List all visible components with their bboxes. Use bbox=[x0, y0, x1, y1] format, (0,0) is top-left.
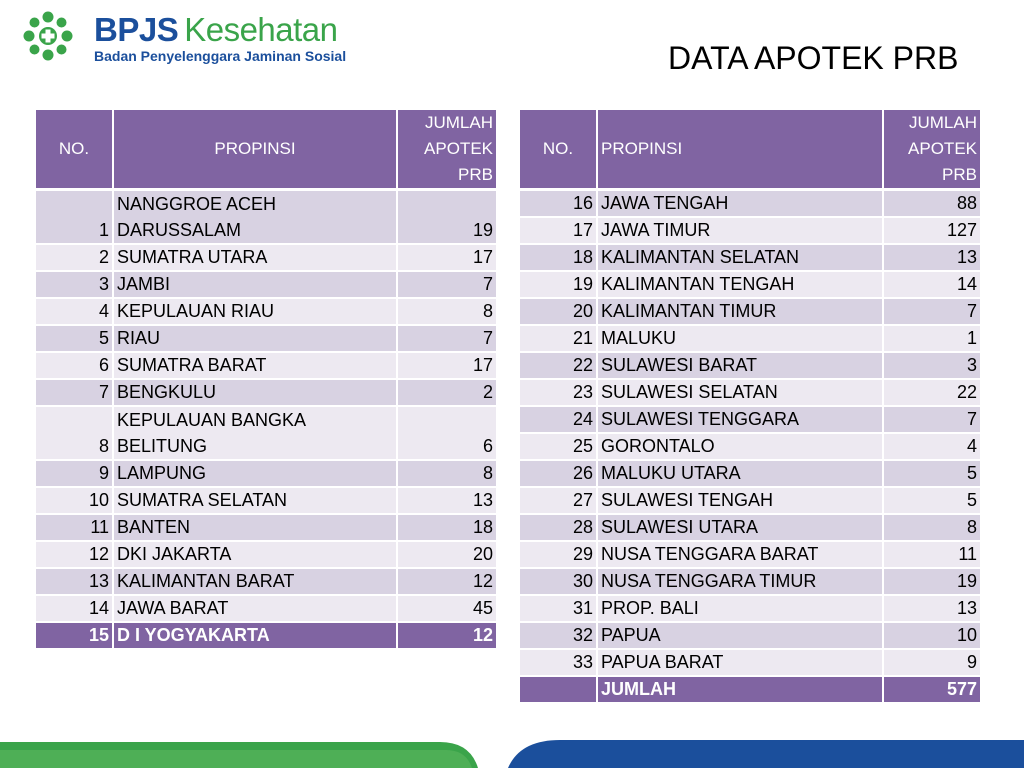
header-no: NO. bbox=[520, 110, 597, 190]
row-no: 8 bbox=[36, 406, 113, 460]
row-propinsi: BANTEN bbox=[113, 514, 397, 541]
row-no: 19 bbox=[520, 271, 597, 298]
row-propinsi: KALIMANTAN TENGAH bbox=[597, 271, 883, 298]
row-propinsi: MALUKU bbox=[597, 325, 883, 352]
row-no: 17 bbox=[520, 217, 597, 244]
brand-name-bpjs: BPJS bbox=[94, 11, 179, 48]
row-no: 15 bbox=[36, 622, 113, 648]
table-row bbox=[520, 541, 981, 568]
header-propinsi: PROPINSI bbox=[113, 110, 397, 190]
table-row bbox=[36, 325, 497, 352]
row-propinsi: JAWA TIMUR bbox=[597, 217, 883, 244]
row-jumlah: 7 bbox=[397, 325, 497, 352]
brand-name-kesehatan: Kesehatan bbox=[184, 11, 338, 48]
row-no: 4 bbox=[36, 298, 113, 325]
total-no bbox=[520, 676, 597, 702]
row-no: 2 bbox=[36, 244, 113, 271]
table-row bbox=[36, 271, 497, 298]
row-propinsi: SULAWESI TENGGARA bbox=[597, 406, 883, 433]
row-jumlah: 20 bbox=[397, 541, 497, 568]
table-row bbox=[520, 244, 981, 271]
table-row bbox=[520, 622, 981, 649]
row-jumlah: 18 bbox=[397, 514, 497, 541]
row-propinsi: LAMPUNG bbox=[113, 460, 397, 487]
header-jumlah bbox=[397, 110, 497, 190]
row-propinsi: KEPULAUAN BANGKA BELITUNG bbox=[113, 406, 397, 460]
row-jumlah: 7 bbox=[397, 271, 497, 298]
row-propinsi: SULAWESI TENGAH bbox=[597, 487, 883, 514]
row-propinsi: SUMATRA SELATAN bbox=[113, 487, 397, 514]
row-jumlah: 10 bbox=[883, 622, 981, 649]
brand-subtitle: Badan Penyelenggara Jaminan Sosial bbox=[94, 48, 347, 64]
row-no: 7 bbox=[36, 379, 113, 406]
row-jumlah: 11 bbox=[883, 541, 981, 568]
row-no: 22 bbox=[520, 352, 597, 379]
row-jumlah: 19 bbox=[397, 190, 497, 245]
row-jumlah: 17 bbox=[397, 244, 497, 271]
row-no: 18 bbox=[520, 244, 597, 271]
right-data-table bbox=[520, 110, 982, 702]
row-propinsi: NUSA TENGGARA BARAT bbox=[597, 541, 883, 568]
header-no: NO. bbox=[36, 110, 113, 190]
row-jumlah: 19 bbox=[883, 568, 981, 595]
row-propinsi: D I YOGYAKARTA bbox=[113, 622, 397, 648]
row-no: 11 bbox=[36, 514, 113, 541]
row-no: 23 bbox=[520, 379, 597, 406]
row-no: 12 bbox=[36, 541, 113, 568]
table-header-row bbox=[36, 110, 497, 190]
header-jumlah bbox=[883, 110, 981, 190]
table-row bbox=[36, 298, 497, 325]
row-propinsi: NANGGROE ACEH DARUSSALAM bbox=[113, 190, 397, 245]
table-row bbox=[520, 595, 981, 622]
row-no: 28 bbox=[520, 514, 597, 541]
table-row bbox=[36, 541, 497, 568]
row-propinsi: JAWA TENGAH bbox=[597, 190, 883, 218]
row-jumlah: 13 bbox=[397, 487, 497, 514]
row-jumlah: 5 bbox=[883, 460, 981, 487]
row-no: 29 bbox=[520, 541, 597, 568]
row-no: 1 bbox=[36, 190, 113, 245]
row-jumlah: 6 bbox=[397, 406, 497, 460]
table-row bbox=[36, 379, 497, 406]
brand-title bbox=[94, 12, 338, 48]
row-jumlah: 2 bbox=[397, 379, 497, 406]
row-propinsi: PROP. BALI bbox=[597, 595, 883, 622]
table-row bbox=[520, 514, 981, 541]
row-jumlah: 12 bbox=[397, 622, 497, 648]
table-row bbox=[520, 487, 981, 514]
row-propinsi: KALIMANTAN SELATAN bbox=[597, 244, 883, 271]
row-jumlah: 13 bbox=[883, 244, 981, 271]
row-no: 24 bbox=[520, 406, 597, 433]
row-no: 5 bbox=[36, 325, 113, 352]
header-jumlah-line2: APOTEK bbox=[908, 139, 977, 158]
table-row bbox=[36, 244, 497, 271]
row-jumlah: 3 bbox=[883, 352, 981, 379]
row-jumlah: 8 bbox=[883, 514, 981, 541]
row-no: 33 bbox=[520, 649, 597, 676]
table-row bbox=[36, 352, 497, 379]
row-jumlah: 9 bbox=[883, 649, 981, 676]
table-row bbox=[520, 325, 981, 352]
row-jumlah: 13 bbox=[883, 595, 981, 622]
row-propinsi: RIAU bbox=[113, 325, 397, 352]
table-row bbox=[36, 460, 497, 487]
table-row bbox=[36, 406, 497, 460]
row-jumlah: 8 bbox=[397, 460, 497, 487]
row-propinsi: KEPULAUAN RIAU bbox=[113, 298, 397, 325]
table-row bbox=[36, 514, 497, 541]
row-propinsi: NUSA TENGGARA TIMUR bbox=[597, 568, 883, 595]
bpjs-logo bbox=[22, 10, 347, 70]
table-row bbox=[36, 568, 497, 595]
row-propinsi: DKI JAKARTA bbox=[113, 541, 397, 568]
header-jumlah-line3: PRB bbox=[942, 165, 977, 184]
row-propinsi: PAPUA BARAT bbox=[597, 649, 883, 676]
row-no: 20 bbox=[520, 298, 597, 325]
row-jumlah: 8 bbox=[397, 298, 497, 325]
table-row bbox=[520, 379, 981, 406]
row-propinsi: SUMATRA BARAT bbox=[113, 352, 397, 379]
row-jumlah: 1 bbox=[883, 325, 981, 352]
row-jumlah: 17 bbox=[397, 352, 497, 379]
table-row bbox=[520, 352, 981, 379]
row-no: 25 bbox=[520, 433, 597, 460]
header-jumlah-line2: APOTEK bbox=[424, 139, 493, 158]
table-row bbox=[520, 433, 981, 460]
table-row bbox=[520, 406, 981, 433]
row-jumlah: 5 bbox=[883, 487, 981, 514]
row-propinsi: JAWA BARAT bbox=[113, 595, 397, 622]
row-jumlah: 7 bbox=[883, 406, 981, 433]
row-no: 6 bbox=[36, 352, 113, 379]
row-propinsi: KALIMANTAN TIMUR bbox=[597, 298, 883, 325]
table-row bbox=[520, 298, 981, 325]
header-propinsi: PROPINSI bbox=[597, 110, 883, 190]
row-no: 27 bbox=[520, 487, 597, 514]
row-jumlah: 12 bbox=[397, 568, 497, 595]
row-jumlah: 7 bbox=[883, 298, 981, 325]
row-propinsi: SULAWESI BARAT bbox=[597, 352, 883, 379]
row-no: 3 bbox=[36, 271, 113, 298]
row-no: 21 bbox=[520, 325, 597, 352]
table-row bbox=[520, 460, 981, 487]
total-value: 577 bbox=[883, 676, 981, 702]
table-row bbox=[520, 217, 981, 244]
header-jumlah-line1: JUMLAH bbox=[908, 113, 977, 132]
row-jumlah: 4 bbox=[883, 433, 981, 460]
row-propinsi: SULAWESI SELATAN bbox=[597, 379, 883, 406]
bpjs-logo-icon bbox=[22, 10, 74, 62]
row-jumlah: 88 bbox=[883, 190, 981, 218]
table-row bbox=[36, 622, 497, 648]
row-no: 30 bbox=[520, 568, 597, 595]
row-propinsi: KALIMANTAN BARAT bbox=[113, 568, 397, 595]
table-row bbox=[36, 595, 497, 622]
total-row bbox=[520, 676, 981, 702]
header-jumlah-line1: JUMLAH bbox=[424, 113, 493, 132]
row-jumlah: 127 bbox=[883, 217, 981, 244]
row-jumlah: 14 bbox=[883, 271, 981, 298]
row-propinsi: GORONTALO bbox=[597, 433, 883, 460]
row-jumlah: 45 bbox=[397, 595, 497, 622]
row-no: 16 bbox=[520, 190, 597, 218]
table-row bbox=[520, 271, 981, 298]
header-jumlah-line3: PRB bbox=[458, 165, 493, 184]
left-data-table bbox=[36, 110, 498, 648]
table-row bbox=[36, 487, 497, 514]
row-propinsi: BENGKULU bbox=[113, 379, 397, 406]
row-propinsi: MALUKU UTARA bbox=[597, 460, 883, 487]
table-header-row bbox=[520, 110, 981, 190]
row-propinsi: SUMATRA UTARA bbox=[113, 244, 397, 271]
row-no: 10 bbox=[36, 487, 113, 514]
table-row bbox=[520, 568, 981, 595]
row-propinsi: SULAWESI UTARA bbox=[597, 514, 883, 541]
table-row bbox=[520, 649, 981, 676]
row-no: 32 bbox=[520, 622, 597, 649]
row-no: 9 bbox=[36, 460, 113, 487]
row-no: 13 bbox=[36, 568, 113, 595]
table-row bbox=[520, 190, 981, 218]
table-row bbox=[36, 190, 497, 245]
row-propinsi: JAMBI bbox=[113, 271, 397, 298]
footer-decoration bbox=[0, 738, 1024, 768]
row-no: 14 bbox=[36, 595, 113, 622]
total-label: JUMLAH bbox=[597, 676, 883, 702]
page-title: DATA APOTEK PRB bbox=[668, 40, 959, 76]
row-jumlah: 22 bbox=[883, 379, 981, 406]
row-no: 26 bbox=[520, 460, 597, 487]
row-propinsi: PAPUA bbox=[597, 622, 883, 649]
row-no: 31 bbox=[520, 595, 597, 622]
